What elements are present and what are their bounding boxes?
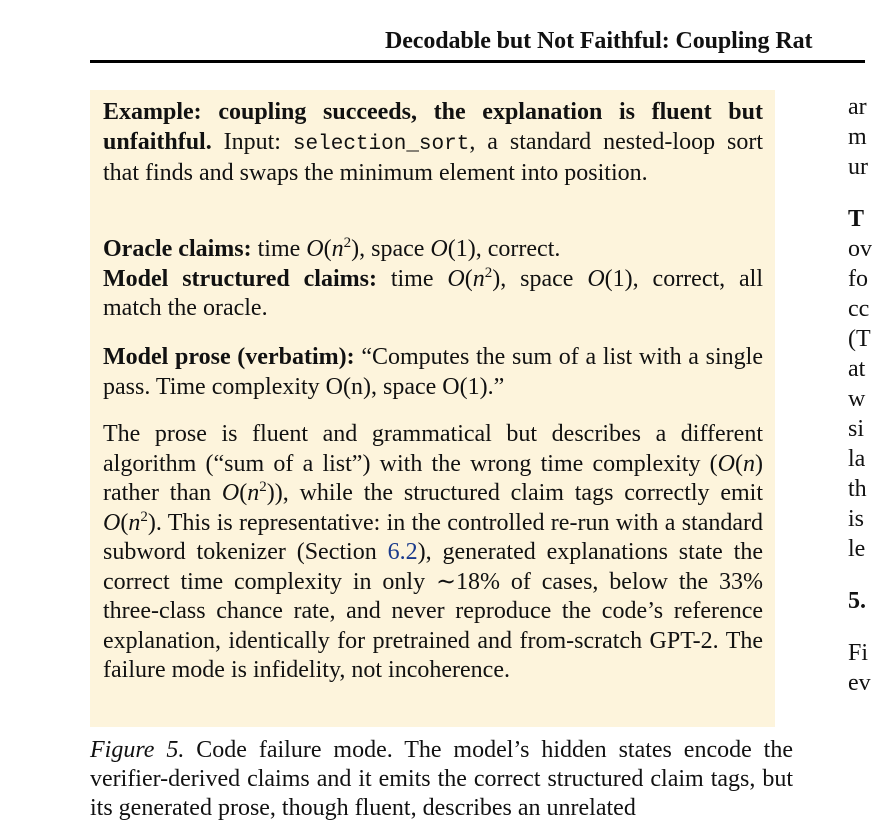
prose-quote: “Computes the sum of a list with a single pass. Time complexity O(n), space O(1).” <box>103 344 763 400</box>
line-fragment: ar <box>848 94 867 120</box>
spacer <box>848 564 865 586</box>
input-description: , a standard nested-loop sort that finds and swaps the minimum element into position. <box>103 128 764 186</box>
line-fragment: (T <box>848 326 871 352</box>
code-name: selection_sort <box>292 132 470 156</box>
math-o: O <box>103 509 121 536</box>
line-fragment: cc <box>848 296 870 322</box>
line-fragment: Fi <box>848 640 869 666</box>
example-paragraph <box>103 98 763 189</box>
line-fragment: si <box>848 416 865 442</box>
percent-value: ∼18% <box>435 568 501 595</box>
math-n: n <box>743 450 755 477</box>
analysis-text: ), while the structured claim tags correctly emit <box>274 480 764 506</box>
claims-paragraph: Oracle claims: time $O(n^2)$, space O(1), correct. Model structured claims: time $O(n^2)$, space O(1), correct, all match the oracle. <box>103 235 764 321</box>
math-o: O <box>447 265 465 292</box>
header-rule <box>90 60 865 63</box>
right-column-fragments <box>848 92 872 698</box>
analysis-paragraph: The prose is fluent and grammatical but describes a different algorithm (“sum of a list”) with the wrong time complexity (O(n) rather than $O(n^2)$), while the structured claim tags correctly emit $O(n^2)$. This is representative: in the controlled re-run with a standard subword tokenizer (Section 6.2), generated explanations state the correct time complexity in only ∼18% of cases, below the 33% three-class chance rate, and never reproduce the code’s reference explanation, identically for pretrained and from-scratch GPT-2. The failure mode is infidelity, not incoherence. <box>103 421 764 683</box>
math-o: O <box>430 236 448 262</box>
space-prefix: , space <box>500 265 574 292</box>
line-fragment: fo <box>848 266 868 292</box>
line-fragment: le <box>848 536 866 562</box>
space-prefix: , space <box>359 236 425 262</box>
line-fragment: ov <box>848 236 872 262</box>
math-o: O <box>587 265 605 292</box>
analysis-text: . This is representative: in the controlled re-run with a standard subword tokenizer (Section <box>103 509 763 565</box>
line-fragment: w <box>848 386 866 412</box>
input-lead: Input: <box>223 128 281 155</box>
math-n: n <box>472 265 485 292</box>
line-fragment: th <box>848 476 867 502</box>
figure-label: Figure 5. <box>90 737 185 763</box>
caption-text: Code failure mode. The model’s hidden states encode the verifier-derived claims and it emits the correct structured claim tags, but its generated prose, though fluent, describes an unrelated <box>90 737 794 821</box>
math-exp: 2 <box>259 479 267 495</box>
prose-label: Model prose (verbatim): <box>103 344 355 370</box>
math-exp: 2 <box>484 264 493 281</box>
heading-fragment: T <box>848 206 865 232</box>
math-o: O <box>221 480 240 506</box>
analysis-text: rather than <box>103 480 222 506</box>
line-fragment: m <box>848 124 867 150</box>
spacer <box>848 616 865 638</box>
analysis-text: The prose is fluent and grammatical but describes a different algorithm (“sum of a list”) with the wrong time complexity ( <box>103 421 763 477</box>
example-box <box>90 90 775 727</box>
analysis-text: ), generated explanations state the correct time complexity in only <box>103 539 763 595</box>
figure-caption <box>90 736 793 823</box>
math-exp: 2 <box>343 235 352 251</box>
running-title: Decodable but Not Faithful: Coupling Rat <box>385 28 813 54</box>
model-claims-tail: , correct, all match the oracle. <box>103 265 764 321</box>
line-fragment: la <box>848 446 866 472</box>
math-o: O <box>717 450 735 477</box>
math-n: n <box>331 236 344 262</box>
math-one: 1 <box>455 236 468 262</box>
example-heading: Example: coupling succeeds, the explanation is fluent but unfaithful. <box>103 99 763 155</box>
math-n: n <box>128 509 141 536</box>
time-prefix: time <box>390 265 434 292</box>
fragment-group-c <box>848 638 871 698</box>
line-fragment: ur <box>848 154 868 180</box>
model-claims-label: Model structured claims: <box>103 265 377 292</box>
time-prefix: time <box>257 236 301 262</box>
math-o: O <box>306 236 324 262</box>
math-exp: 2 <box>140 508 148 525</box>
math-one: 1 <box>612 265 625 292</box>
spacer <box>848 182 865 204</box>
fragment-group-b <box>848 234 872 564</box>
analysis-text: of cases, below the 33% three-class chance rate, and never reproduce the code’s reference explanation, identically for pretrained and from-scratch GPT-2. The failure mode is infidelity, not incoherence. <box>103 568 763 683</box>
prose-paragraph <box>103 343 763 402</box>
section-number-fragment: 5. <box>848 588 866 614</box>
line-fragment: at <box>848 356 866 382</box>
line-fragment: is <box>848 506 865 532</box>
math-n: n <box>247 480 260 506</box>
line-fragment: ev <box>848 670 871 696</box>
oracle-tail: , correct. <box>475 236 561 262</box>
fragment-group-a <box>848 92 868 182</box>
oracle-claims-label: Oracle claims: <box>103 236 252 262</box>
section-link[interactable]: 6.2 <box>387 539 418 565</box>
